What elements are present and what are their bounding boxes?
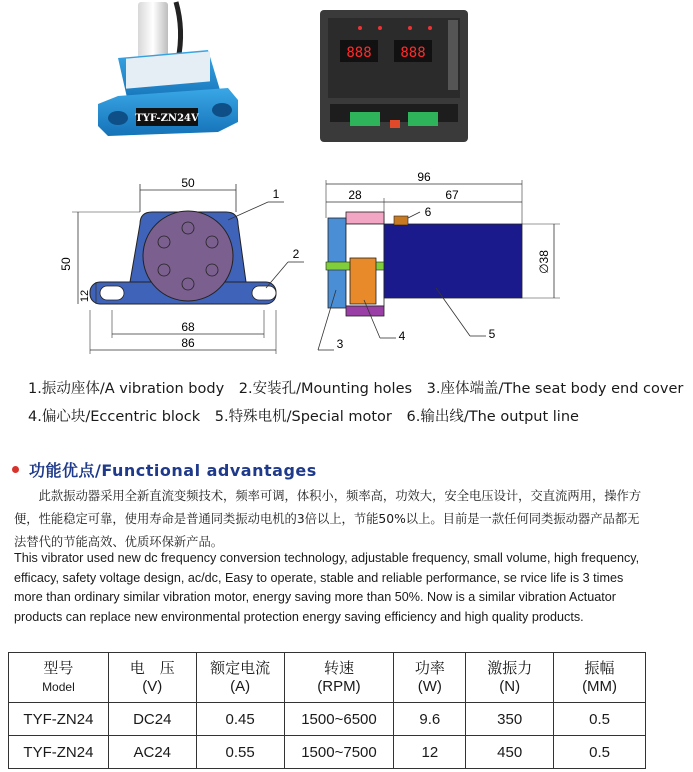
output-line	[394, 216, 408, 225]
header-current: 额定电流 (A)	[196, 653, 284, 703]
section-title: 功能优点/Functional advantages	[29, 460, 317, 480]
dim-diameter-label: ∅38	[537, 250, 551, 274]
legend-item: 3.座体端盖/The seat body end cover	[426, 381, 684, 397]
legend-item: 2.安装孔/Mounting holes	[238, 381, 413, 397]
callout-6: 6	[424, 205, 432, 219]
callout-3: 3	[336, 337, 344, 351]
table-cell: AC24	[108, 736, 196, 769]
table-cell: DC24	[108, 703, 196, 736]
legend-item: 4.偏心块/Eccentric block	[28, 409, 201, 425]
table-cell: 350	[466, 703, 554, 736]
callout-1: 1	[272, 187, 280, 201]
table-cell: 12	[394, 736, 466, 769]
table-cell: 0.45	[196, 703, 284, 736]
special-motor	[384, 224, 522, 298]
header-voltage: 电 压 (V)	[108, 653, 196, 703]
eccentric-block	[350, 258, 376, 304]
table-cell: 1500~6500	[284, 703, 394, 736]
table-cell: 9.6	[394, 703, 466, 736]
vibrator-photo	[88, 0, 248, 168]
dim-total-label: 96	[417, 170, 431, 184]
svg-text:888: 888	[346, 45, 372, 61]
callout-4: 4	[398, 329, 406, 343]
table-cell: TYF-ZN24	[9, 736, 109, 769]
dim-foot-label: 12	[79, 289, 91, 303]
callout-5: 5	[488, 327, 496, 341]
side-view	[318, 170, 560, 351]
controller-photo	[320, 0, 468, 168]
legend-item: 6.输出线/The output line	[406, 409, 579, 425]
header-force: 激振力 (N)	[466, 653, 554, 703]
table-cell: 0.5	[554, 736, 646, 769]
dim-width-label: 50	[181, 176, 195, 190]
table-header-row	[9, 653, 646, 703]
header-speed: 转速 (RPM)	[284, 653, 394, 703]
product-label-text: TYF-ZN24V	[135, 113, 199, 124]
table-cell: 0.5	[554, 703, 646, 736]
dim-height-label: 50	[59, 257, 73, 271]
legend-item: 5.特殊电机/Special motor	[214, 409, 392, 425]
table-row	[9, 736, 646, 769]
technical-drawing	[0, 170, 656, 368]
mounting-hole-right	[252, 286, 276, 300]
legend-row	[28, 405, 656, 426]
table-cell: 1500~7500	[284, 736, 394, 769]
table-cell: TYF-ZN24	[9, 703, 109, 736]
table-cell: 450	[466, 736, 554, 769]
chinese-description: 此款振动器采用全新直流变频技术，频率可调，体积小，频率高，功效大，安全电压设计，交直流两用，操作方便，性能稳定可靠，使用寿命是普通同类振动电机的3倍以上，节能50%以上。目前是一款任何同类振动器产品都无法替代的节能高效、优质环保新产品。	[14, 489, 642, 549]
legend-item: 1.振动座体/A vibration body	[28, 381, 225, 397]
table-row	[9, 703, 646, 736]
front-view	[59, 176, 304, 354]
legend-row	[28, 377, 684, 398]
header-model: 型号 Model	[9, 653, 109, 703]
header-power: 功率 (W)	[394, 653, 466, 703]
english-description: This vibrator used new dc frequency conversion technology, adjustable frequency, small volume, high frequency, efficacy, safety voltage design, ac/dc, Easy to operate, stable and reliable performance, se rvice life is 3 times more than ordinary similar vibration motor, energy saving more than 50%. Now is a similar vibration Actuator products can replace new environmental protection energy saving efficiency and high quality products.	[14, 551, 640, 624]
bullet-icon	[12, 466, 19, 473]
dim-right-label: 67	[445, 188, 459, 202]
dim-left-label: 28	[348, 188, 362, 202]
specification-table	[8, 652, 646, 769]
dim-holes-label: 68	[181, 320, 195, 334]
dim-base-label: 86	[181, 336, 195, 350]
table-cell: 0.55	[196, 736, 284, 769]
header-amplitude: 振幅 (MM)	[554, 653, 646, 703]
section-heading	[12, 458, 317, 480]
mounting-hole-left	[100, 286, 124, 300]
callout-2: 2	[292, 247, 300, 261]
svg-text:888: 888	[400, 45, 426, 61]
